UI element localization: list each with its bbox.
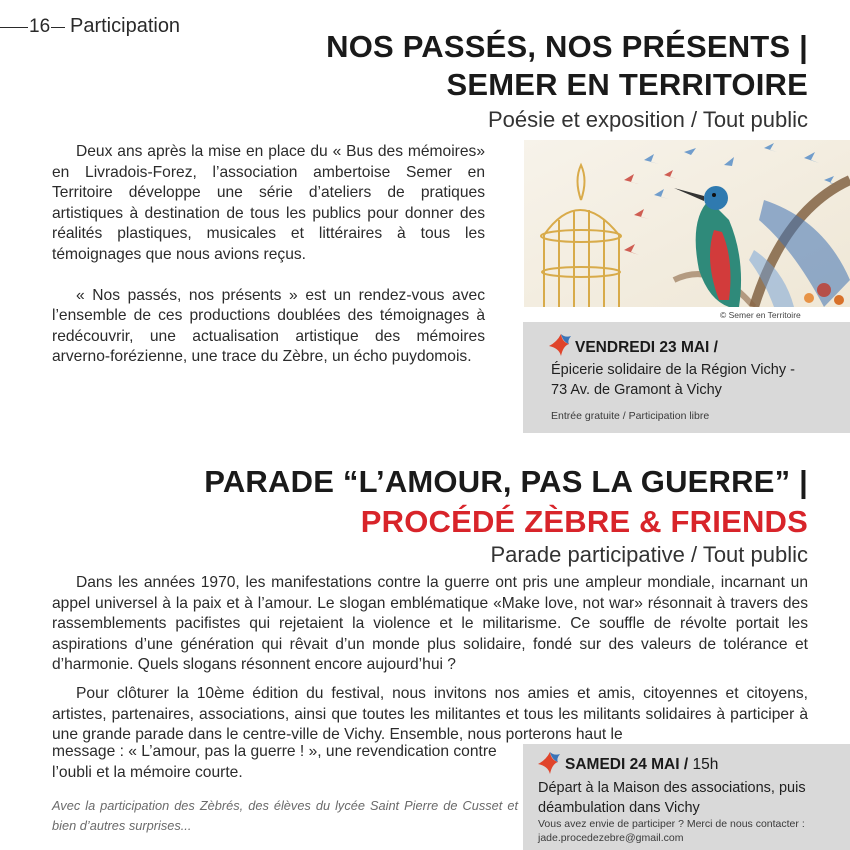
event2-body — [52, 573, 808, 746]
page-header — [0, 12, 220, 38]
event2-date — [565, 756, 718, 774]
section-title: Participation — [70, 15, 181, 37]
event1-info-box — [523, 322, 850, 433]
event1-date: VENDREDI 23 MAI / — [575, 339, 718, 356]
header-rule-mid — [51, 27, 65, 28]
closing-note: Avec la participation des Zèbrés, des élèves du lycée Saint Pierre de Cusset et bien d’autres surprises... — [52, 798, 518, 833]
event2-date-label: SAMEDI 24 MAI / — [565, 756, 689, 773]
event2-note: Vous avez envie de participer ? Merci de nous contacter : jade.procedezebre@gmail.com — [538, 818, 805, 844]
event1-paragraph: « Nos passés, nos présents » est un rendez-vous avec l’ensemble de ces productions doublées des témoignages à redécouvrir, une actualisation artistique des mémoires arverno-forézienne, une trace du Zèbre, un écho puydomois. — [52, 286, 485, 366]
event1-note: Entrée gratuite / Participation libre — [551, 410, 710, 422]
header-rule-left — [0, 27, 28, 28]
event1-body — [52, 142, 485, 368]
watercolor-birds-illustration — [524, 140, 850, 307]
event1-title-line2: SEMER EN TERRITOIRE — [446, 67, 808, 102]
page-number: 16 — [29, 16, 51, 37]
event2-paragraph: message : « L’amour, pas la guerre ! », une revendication contre l’oubli et la mémoire courte. — [52, 743, 497, 781]
image-credit: © Semer en Territoire — [720, 310, 801, 320]
event2-info-box — [523, 744, 850, 850]
event1-subtitle: Poésie et exposition / Tout public — [487, 107, 808, 132]
bird-logo-icon — [536, 750, 562, 776]
event2-subtitle: Parade participative / Tout public — [490, 542, 808, 567]
event2-paragraph: Pour clôturer la 10ème édition du festival, nous invitons nos amies et amis, citoyennes et citoyens, artistes, partenaires, associations, ainsi que toutes les militantes et tous les militants solidaires à participer à une grande parade dans le centre-ville de Vichy. Ensemble, nous porterons haut le — [52, 684, 808, 744]
event2-time: 15h — [688, 756, 719, 773]
bird-logo-icon — [547, 332, 573, 358]
event1-title-line1: NOS PASSÉS, NOS PRÉSENTS | — [326, 29, 808, 64]
watercolor-birds-image — [524, 140, 850, 307]
event2-body-continued — [52, 742, 512, 783]
event2-paragraph: Dans les années 1970, les manifestations contre la guerre ont pris une ampleur mondiale, incarnant un appel universel à la paix et à l’amour. Le slogan emblématique «Make love, not war» résonnait à travers des rassemblements pacifistes qui rejetaient la violence et le militarisme. Ce souffle de révolte portait les aspirations d’une génération qui rêvait d’un monde plus solidaire, fondé sur des valeurs de tolérance et d’harmonie. Quels slogans résonnent encore aujourd’hui ? — [52, 574, 808, 674]
event2-address: Départ à la Maison des associations, puis déambulation dans Vichy — [538, 780, 806, 816]
event2-title-line2: PROCÉDÉ ZÈBRE & FRIENDS — [360, 504, 808, 539]
event2-title-line1: PARADE “L’AMOUR, PAS LA GUERRE” | — [204, 464, 808, 499]
event1-address: Épicerie solidaire de la Région Vichy - 73 Av. de Gramont à Vichy — [551, 362, 795, 398]
event1-paragraph: Deux ans après la mise en place du « Bus des mémoires» en Livradois-Forez, l’association ambertoise Semer en Territoire développe une série d’ateliers de pratiques artistiques à destination de tous les publics pour donner des réalités plastiques, musicales et littéraires à tous les témoignages que nous avions reçus. — [52, 143, 485, 263]
